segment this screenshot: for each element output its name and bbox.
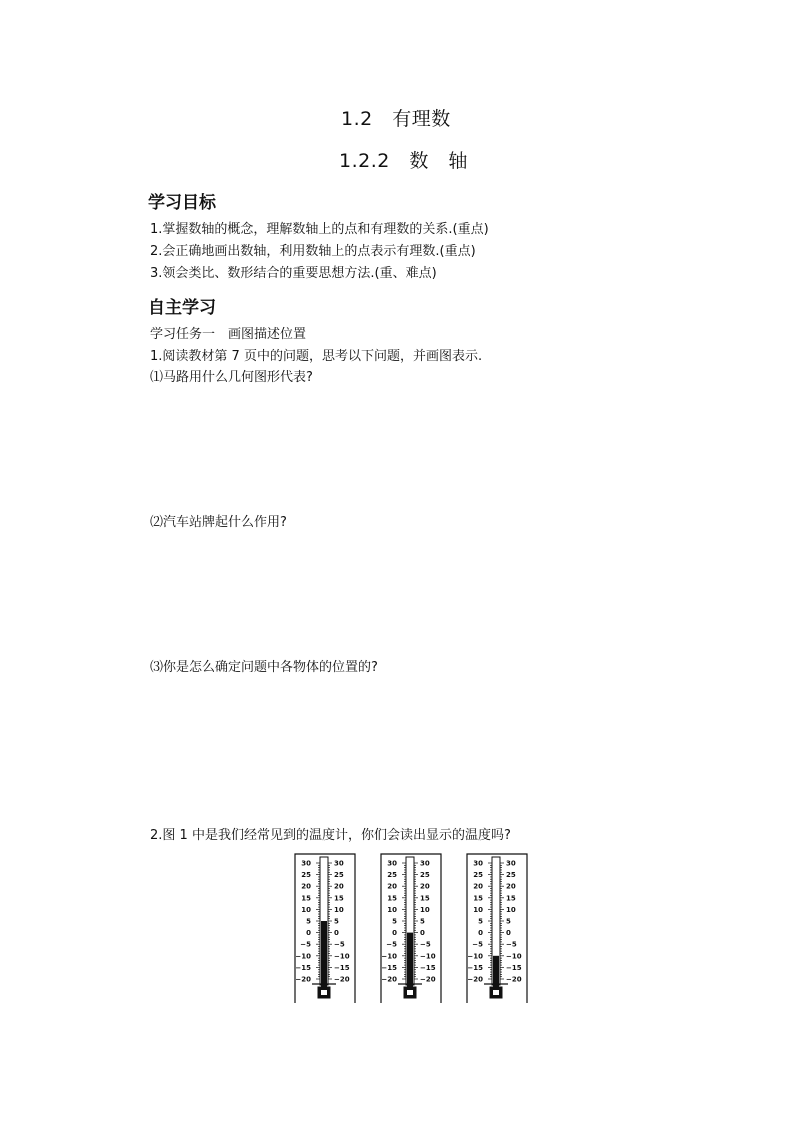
mercury-column xyxy=(407,933,413,987)
scale-label-right: 20 xyxy=(420,882,430,891)
scale-label-right: 5 xyxy=(420,917,425,926)
scale-label-right: 10 xyxy=(506,905,516,914)
question-1-part-2: ⑵汽车站牌起什么作用? xyxy=(150,515,287,530)
scale-label-left: 20 xyxy=(387,882,397,891)
task-title: 学习任务一 画图描述位置 xyxy=(150,327,307,342)
bulb-highlight xyxy=(321,990,327,995)
scale-label-right: 0 xyxy=(506,929,511,938)
scale-label-right: 25 xyxy=(420,871,430,880)
scale-label-right: −10 xyxy=(334,952,350,961)
scale-label-left: 15 xyxy=(473,894,483,903)
scale-label-left: −10 xyxy=(295,952,311,961)
scale-label-left: −5 xyxy=(472,940,483,949)
thermometer-2-graphic xyxy=(380,853,442,1003)
scale-label-right: −10 xyxy=(506,952,522,961)
scale-label-left: −15 xyxy=(467,963,483,972)
scale-label-left: 10 xyxy=(387,905,397,914)
scale-label-left: 5 xyxy=(306,917,311,926)
scale-label-right: −15 xyxy=(420,963,436,972)
scale-label-right: 5 xyxy=(506,917,511,926)
scale-label-left: 10 xyxy=(473,905,483,914)
goal-item-1: 1.掌握数轴的概念，理解数轴上的点和有理数的关系.(重点) xyxy=(150,222,489,237)
question-1-part-3: ⑶你是怎么确定问题中各物体的位置的? xyxy=(150,660,378,675)
scale-label-left: 15 xyxy=(301,894,311,903)
scale-label-right: −5 xyxy=(506,940,517,949)
page-subtitle: 1.2.2 数 轴 xyxy=(339,150,468,172)
thermometer-1-graphic xyxy=(294,853,356,1003)
bulb-highlight xyxy=(407,990,413,995)
scale-label-left: 30 xyxy=(473,859,483,868)
scale-label-left: 0 xyxy=(392,929,397,938)
scale-label-left: 10 xyxy=(301,905,311,914)
page-title: 1.2 有理数 xyxy=(341,108,451,130)
scale-label-left: −20 xyxy=(295,975,311,984)
goal-item-2: 2.会正确地画出数轴，利用数轴上的点表示有理数.(重点) xyxy=(150,244,476,259)
thermometer-3 xyxy=(466,853,528,1003)
scale-label-left: −5 xyxy=(386,940,397,949)
scale-label-right: 10 xyxy=(420,905,430,914)
scale-label-left: 20 xyxy=(301,882,311,891)
thermometer-1 xyxy=(294,853,356,1003)
scale-label-left: −10 xyxy=(381,952,397,961)
scale-label-right: −20 xyxy=(420,975,436,984)
question-2: 2.图 1 中是我们经常见到的温度计，你们会读出显示的温度吗? xyxy=(150,828,511,843)
scale-label-left: −5 xyxy=(300,940,311,949)
scale-label-right: 10 xyxy=(334,905,344,914)
scale-label-left: 0 xyxy=(306,929,311,938)
mercury-column xyxy=(493,956,499,987)
scale-label-right: 15 xyxy=(506,894,516,903)
scale-label-left: −20 xyxy=(467,975,483,984)
scale-label-right: 25 xyxy=(506,871,516,880)
scale-label-right: −15 xyxy=(506,963,522,972)
scale-label-left: −15 xyxy=(381,963,397,972)
scale-label-left: −10 xyxy=(467,952,483,961)
scale-label-left: −15 xyxy=(295,963,311,972)
scale-label-left: 5 xyxy=(478,917,483,926)
scale-label-left: 30 xyxy=(301,859,311,868)
scale-label-right: −5 xyxy=(334,940,345,949)
scale-label-left: 30 xyxy=(387,859,397,868)
question-1-part-1: ⑴马路用什么几何图形代表? xyxy=(150,370,313,385)
scale-label-right: −15 xyxy=(334,963,350,972)
scale-label-right: 0 xyxy=(334,929,339,938)
scale-label-right: −20 xyxy=(334,975,350,984)
question-1: 1.阅读教材第 7 页中的问题，思考以下问题，并画图表示. xyxy=(150,349,483,364)
scale-label-right: 20 xyxy=(334,882,344,891)
thermometer-3-graphic xyxy=(466,853,528,1003)
scale-label-right: 30 xyxy=(506,859,516,868)
scale-label-left: 25 xyxy=(473,871,483,880)
scale-label-right: −10 xyxy=(420,952,436,961)
scale-label-right: 30 xyxy=(420,859,430,868)
bulb-highlight xyxy=(493,990,499,995)
scale-label-left: 15 xyxy=(387,894,397,903)
scale-label-left: 25 xyxy=(301,871,311,880)
scale-label-right: 15 xyxy=(420,894,430,903)
scale-label-left: 5 xyxy=(392,917,397,926)
scale-label-right: 30 xyxy=(334,859,344,868)
scale-label-left: −20 xyxy=(381,975,397,984)
goal-item-3: 3.领会类比、数形结合的重要思想方法.(重、难点) xyxy=(150,266,437,281)
scale-label-right: 15 xyxy=(334,894,344,903)
scale-label-right: −5 xyxy=(420,940,431,949)
goals-heading: 学习目标 xyxy=(148,193,216,213)
scale-label-right: 5 xyxy=(334,917,339,926)
mercury-column xyxy=(321,921,327,987)
scale-label-right: 25 xyxy=(334,871,344,880)
scale-label-left: 0 xyxy=(478,929,483,938)
scale-label-right: 0 xyxy=(420,929,425,938)
scale-label-left: 25 xyxy=(387,871,397,880)
scale-label-left: 20 xyxy=(473,882,483,891)
scale-label-right: 20 xyxy=(506,882,516,891)
scale-label-right: −20 xyxy=(506,975,522,984)
self-study-heading: 自主学习 xyxy=(148,298,216,318)
thermometer-2 xyxy=(380,853,442,1003)
